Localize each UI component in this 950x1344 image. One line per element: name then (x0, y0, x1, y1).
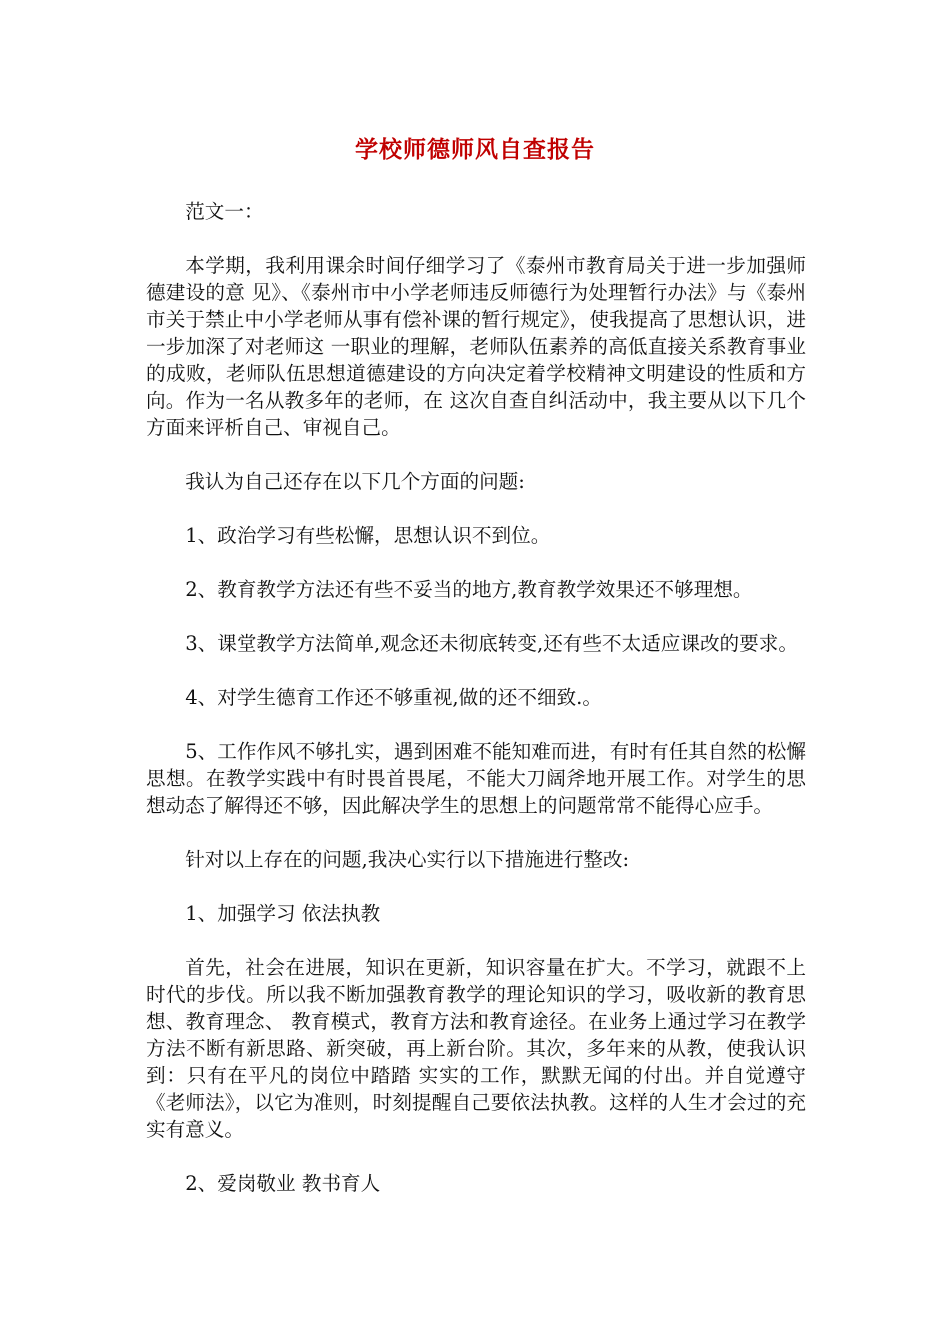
paragraph-problem-2: 2、教育教学方法还有些不妥当的地方,教育教学效果还不够理想。 (185, 578, 753, 601)
paragraph-problem-4: 4、对学生德育工作还不够重视,做的还不细致.。 (185, 686, 602, 709)
paragraph-example-label: 范文一： (185, 200, 264, 223)
paragraph-problem-5: 5、工作作风不够扎实，遇到困难不能知难而进，有时有任其自然的松懈思想。在教学实践中有时畏首畏尾，不能大刀阔斧地开展工作。对学生的思想动态了解得还不够，因此解决学生的思想上的问题常常不能得心应手。 (146, 740, 806, 817)
paragraph-measure-1-heading: 1、加强学习 依法执教 (185, 902, 381, 925)
paragraph-problems-heading: 我认为自己还存在以下几个方面的问题: (185, 470, 525, 493)
paragraph-intro: 本学期，我利用课余时间仔细学习了《泰州市教育局关于进一步加强师德建设的意 见》、《泰州市中小学老师违反师德行为处理暂行办法》与《泰州市关于禁止中小学老师从事有偿补课的暂行规定》，使我提高了思想认识，进一步加深了对老师这 一职业的理解，老师队伍素养的高低直接关系教育事业的成败，老师队伍思想道德建设的方向决定着学校精神文明建设的性质和方向。作为一名从教多年的老师，在 这次自查自纠活动中，我主要从以下几个方面来评析自己、审视自己。 (146, 254, 806, 439)
paragraph-measure-1-body: 首先，社会在进展，知识在更新，知识容量在扩大。不学习，就跟不上时代的步伐。所以我不断加强教育教学的理论知识的学习，吸收新的教育思想、教育理念、 教育模式，教育方法和教育途径。在业务上通过学习在教学方法不断有新思路、新突破，再上新台阶。其次，多年来的从教，使我认识到：只有在平凡的岗位中踏踏 实实的工作，默默无闻的付出。并自觉遵守《老师法》，以它为准则，时刻提醒自己要依法执教。这样的人生才会过的充实有意义。 (146, 956, 806, 1141)
paragraph-problem-1: 1、政治学习有些松懈，思想认识不到位。 (185, 524, 551, 547)
paragraph-measures-heading: 针对以上存在的问题,我决心实行以下措施进行整改: (185, 848, 630, 871)
document-body (146, 198, 806, 1224)
paragraph-measure-2-heading: 2、爱岗敬业 教书育人 (185, 1172, 381, 1195)
paragraph-problem-3: 3、课堂教学方法简单,观念还未彻底转变,还有些不太适应课改的要求。 (185, 632, 798, 655)
document-title: 学校师德师风自查报告 (355, 137, 595, 163)
